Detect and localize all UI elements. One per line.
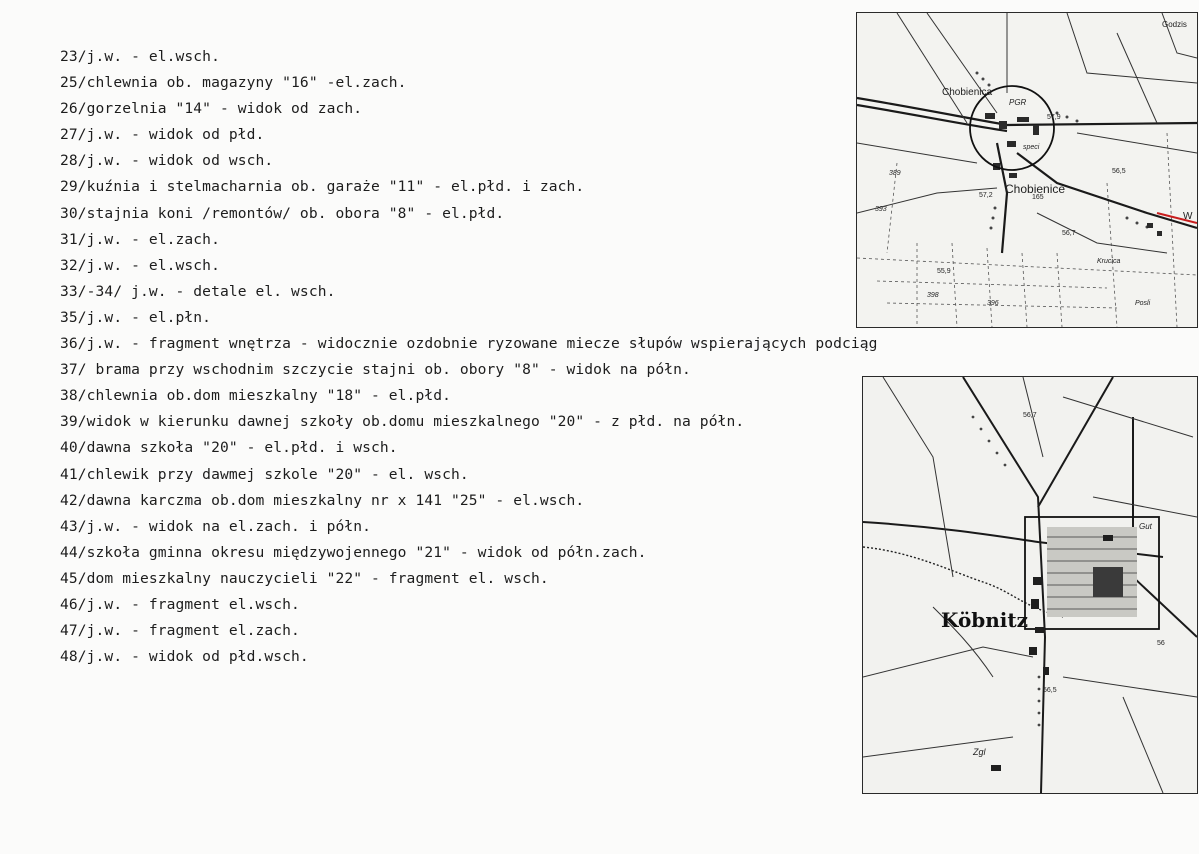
list-line: 33/-34/ j.w. - detale el. wsch. bbox=[60, 282, 336, 300]
list-line: 27/j.w. - widok od płd. bbox=[60, 126, 265, 144]
map-label-567: 56,7 bbox=[1062, 230, 1076, 237]
map-label-56: 56 bbox=[1157, 640, 1165, 647]
list-line: 31/j.w. - el.zach. bbox=[60, 230, 220, 248]
list-line: 41/chlewik przy dawmej szkole "20" - el. wsch. bbox=[60, 465, 469, 483]
map-label-393: 393 bbox=[875, 206, 887, 213]
map-label-567: 56,7 bbox=[1023, 412, 1037, 419]
map-label-w: W bbox=[1183, 211, 1193, 222]
map-label-389: 389 bbox=[889, 170, 901, 177]
list-line: 26/gorzelnia "14" - widok od zach. bbox=[60, 100, 363, 118]
map-label-579: 57,9 bbox=[1047, 114, 1061, 121]
map-label-godzis: Godzis bbox=[1162, 20, 1187, 29]
list-line: 44/szkoła gminna okresu międzywojennego "21" - widok od półn.zach. bbox=[60, 543, 647, 561]
list-line: 37/ brama przy wschodnim szczycie stajni ob. obory "8" - widok na półn. bbox=[60, 361, 691, 379]
list-line: 35/j.w. - el.płn. bbox=[60, 308, 212, 326]
map-label-speci: speci bbox=[1023, 144, 1040, 151]
map-label-572: 57,2 bbox=[979, 192, 993, 199]
list-line: 32/j.w. - el.wsch. bbox=[60, 256, 220, 274]
list-line: 23/j.w. - el.wsch. bbox=[60, 48, 220, 65]
list-line: 40/dawna szkoła "20" - el.płd. i wsch. bbox=[60, 439, 398, 457]
list-line: 30/stajnia koni /remontów/ ob. obora "8" - el.płd. bbox=[60, 204, 505, 222]
list-line: 42/dawna karczma ob.dom mieszkalny nr x 141 "25" - el.wsch. bbox=[60, 491, 585, 509]
map-label-565: 56,5 bbox=[1043, 687, 1057, 694]
map-label-krucica: Krucica bbox=[1097, 258, 1121, 265]
map-label-559: 55,9 bbox=[937, 268, 951, 275]
map-chobienice-drawing bbox=[857, 13, 1197, 327]
list-line: 48/j.w. - widok od płd.wsch. bbox=[60, 648, 309, 666]
list-line: 25/chlewnia ob. magazyny "16" -el.zach. bbox=[60, 74, 407, 92]
list-line: 47/j.w. - fragment el.zach. bbox=[60, 622, 300, 640]
list-line: 29/kuźnia i stelmacharnia ob. garaże "11" - el.płd. i zach. bbox=[60, 178, 585, 196]
list-line: 45/dom mieszkalny nauczycieli "22" - fragment el. wsch. bbox=[60, 569, 549, 587]
map-label-posli: Posli bbox=[1135, 300, 1151, 307]
list-line: 43/j.w. - widok na el.zach. i półn. bbox=[60, 517, 372, 535]
map-label-chobienice: Chobienice bbox=[1005, 182, 1066, 196]
map-label-kobnitz: Köbnitz bbox=[941, 608, 1029, 632]
map-kobnitz bbox=[862, 376, 1198, 794]
map-label-gut: Gut bbox=[1139, 522, 1152, 531]
list-line: 38/chlewnia ob.dom mieszkalny "18" - el.płd. bbox=[60, 387, 451, 405]
map-label-165: 165 bbox=[1032, 194, 1044, 201]
map-chobienice bbox=[856, 12, 1198, 328]
list-line: 39/widok w kierunku dawnej szkoły ob.domu mieszkalnego "20" - z płd. na półn. bbox=[60, 413, 745, 431]
map-label-chobienica: Chobienica bbox=[942, 87, 993, 98]
list-line: 36/j.w. - fragment wnętrza - widocznie ozdobnie ryzowane miecze słupów wspierających podciąg bbox=[60, 335, 878, 353]
map-label-398: 398 bbox=[927, 292, 939, 299]
map-label-396: 396 bbox=[987, 300, 999, 307]
map-label-565: 56,5 bbox=[1112, 168, 1126, 175]
list-line: 28/j.w. - widok od wsch. bbox=[60, 152, 274, 170]
map-label-pgr: PGR bbox=[1009, 98, 1027, 107]
map-label-zgl: Zgl bbox=[973, 747, 986, 757]
map-kobnitz-drawing bbox=[863, 377, 1197, 793]
list-line: 46/j.w. - fragment el.wsch. bbox=[60, 595, 300, 613]
